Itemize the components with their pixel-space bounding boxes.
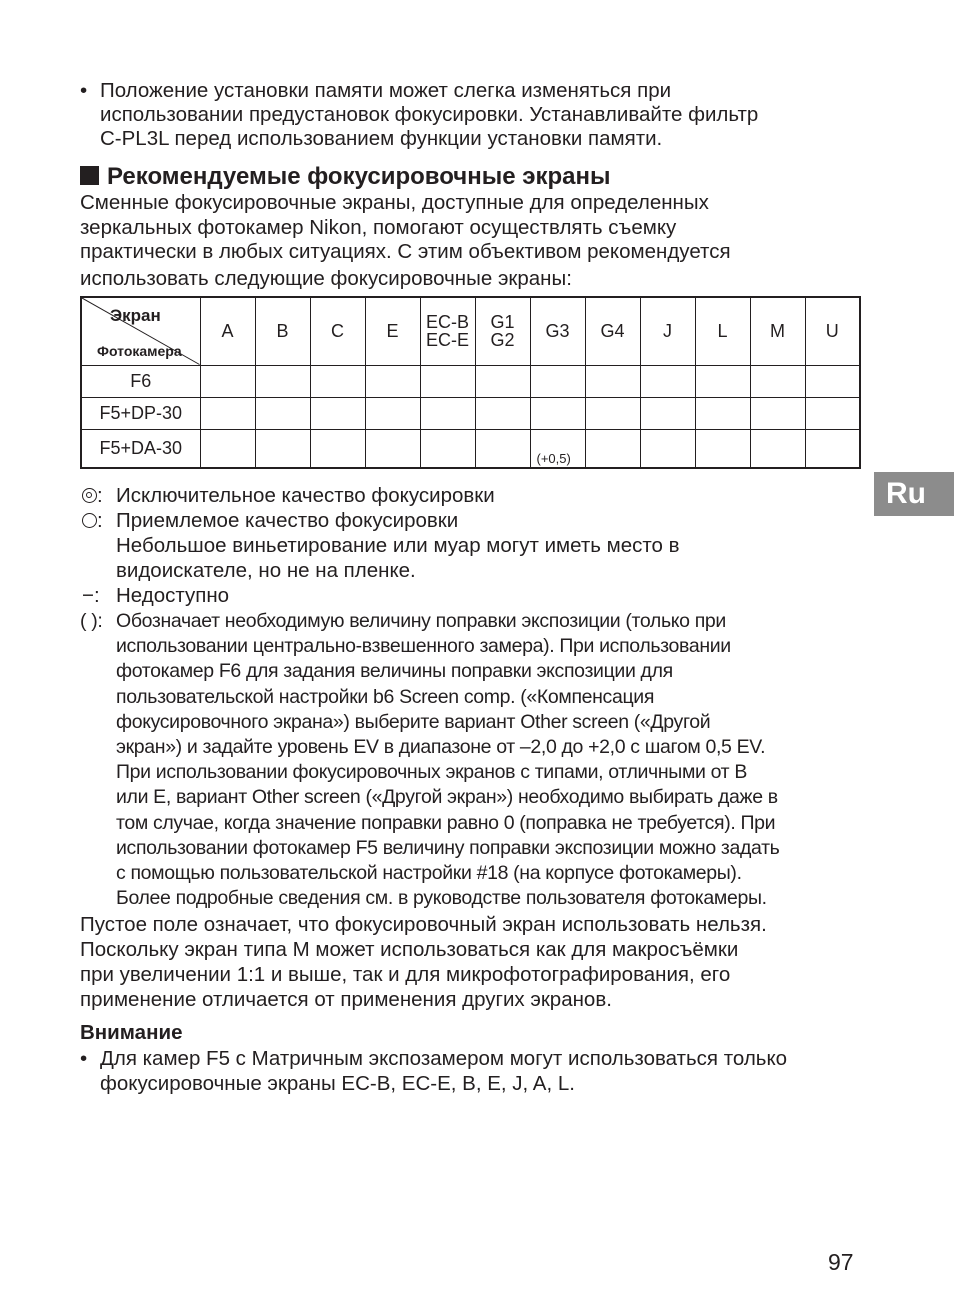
- parens-note-line: пользовательской настройки b6 Screen comp. («Компенсация: [116, 685, 655, 708]
- table-cell: [255, 429, 310, 468]
- corner-screen-label: Экран: [110, 306, 161, 325]
- legend-text: видоискателе, но не на пленке.: [116, 559, 416, 582]
- table-cell: [695, 429, 750, 468]
- column-header-e: E: [365, 297, 420, 365]
- page-number: 97: [828, 1249, 854, 1275]
- table-cell: [695, 365, 750, 397]
- column-header-b: B: [255, 297, 310, 365]
- parens-note-line: экран») и задайте уровень EV в диапазоне от –2,0 до +2,0 с шагом 0,5 EV.: [116, 736, 766, 759]
- dash-icon: −:: [82, 584, 100, 607]
- legend-text: Недоступно: [116, 584, 230, 607]
- section-intro-line: зеркальных фотокамер Nikon, помогают осуществлять съемку: [80, 215, 677, 239]
- bullet-symbol: •: [80, 1047, 88, 1070]
- column-header-ec: EC-B EC-E: [420, 297, 475, 365]
- table-cell: [585, 365, 640, 397]
- closing-paragraph: [80, 912, 870, 1012]
- intro-bullet-line: C-PL3L перед использованием функции установки памяти.: [100, 127, 663, 150]
- column-header-m: M: [750, 297, 805, 365]
- column-header-g3: G3: [530, 297, 585, 365]
- focusing-screens-table: [80, 296, 861, 469]
- table-cell: [310, 429, 365, 468]
- attention-title: Внимание: [80, 1021, 183, 1044]
- legend-text: Небольшое виньетирование или муар могут иметь место в: [116, 534, 680, 557]
- parens-note-line: использовании фотокамер F5 величину поправки экспозиции можно задать: [116, 836, 780, 859]
- table-cell: [365, 397, 420, 429]
- section-intro-line: использовать следующие фокусировочные экраны:: [80, 266, 572, 290]
- heading-square-icon: [80, 166, 99, 185]
- intro-bullet-line: Положение установки памяти может слегка изменяться при: [100, 79, 672, 102]
- legend-item-continued: [80, 558, 870, 583]
- circle-icon: [82, 513, 97, 528]
- column-header-g4: G4: [585, 297, 640, 365]
- parens-symbol: ( ):: [80, 610, 103, 632]
- table-cell: [420, 397, 475, 429]
- column-header-j: J: [640, 297, 695, 365]
- parens-note-line: использовании центрально-взвешенного замера). При использовании: [116, 635, 731, 658]
- table-cell: [805, 429, 860, 468]
- table-cell: [750, 397, 805, 429]
- compensation-note: (+0,5): [536, 451, 571, 466]
- parens-note-body: [80, 609, 870, 911]
- column-header-g1g2: G1 G2: [475, 297, 530, 365]
- table-cell: [420, 429, 475, 468]
- table-cell: [640, 429, 695, 468]
- attention-bullet: [80, 1046, 870, 1096]
- bullet-symbol: •: [80, 79, 88, 102]
- parens-note-line: с помощью пользовательской настройки #18 (на корпусе фотокамеры).: [116, 862, 742, 885]
- section-intro: [80, 191, 870, 291]
- attention-line: фокусировочные экраны EC-B, EC-E, B, E, J, A, L.: [100, 1072, 575, 1095]
- parens-note-line: том случае, когда значение поправки равно 0 (поправка не требуется). При: [116, 811, 776, 834]
- intro-bullet-line: использовании предустановок фокусировки. Устанавливайте фильтр: [100, 103, 759, 126]
- table-cell: [750, 429, 805, 468]
- closing-line: Поскольку экран типа M может использоваться как для макросъёмки: [80, 938, 739, 961]
- closing-line: Пустое поле означает, что фокусировочный экран использовать нельзя.: [80, 913, 767, 936]
- camera-cell: F5+DP-30: [81, 397, 200, 429]
- table-cell: [530, 397, 585, 429]
- table-cell: [420, 365, 475, 397]
- table-cell: [200, 397, 255, 429]
- parens-note-line: или E, вариант Other screen («Другой экран») необходимо выбирать даже в: [116, 786, 778, 809]
- legend-item: : Исключительное качество фокусировки: [80, 483, 870, 508]
- table-row: [81, 365, 860, 397]
- legend-item: [80, 583, 870, 608]
- column-header-u: U: [805, 297, 860, 365]
- parens-note-line: фокусировочного экрана») выберите вариант Other screen («Другой: [116, 710, 711, 733]
- column-header-l: L: [695, 297, 750, 365]
- parens-note: [80, 609, 870, 911]
- table-cell: [585, 397, 640, 429]
- table-row: [81, 429, 860, 468]
- language-tab: Ru: [874, 472, 954, 516]
- legend-text: Исключительное качество фокусировки: [116, 484, 495, 507]
- parens-note-line: Обозначает необходимую величину поправки экспозиции (только при: [116, 610, 726, 632]
- table-cell: [475, 397, 530, 429]
- table-cell: [640, 365, 695, 397]
- table-cell: [640, 397, 695, 429]
- column-header-c: C: [310, 297, 365, 365]
- legend-text: Приемлемое качество фокусировки: [116, 509, 459, 532]
- table-cell: [695, 397, 750, 429]
- table-cell: [530, 365, 585, 397]
- section-title: Рекомендуемые фокусировочные экраны: [107, 163, 611, 190]
- section-intro-line: практически в любых ситуациях. С этим объективом рекомендуется: [80, 240, 731, 263]
- column-header-a: A: [200, 297, 255, 365]
- table-cell: [475, 365, 530, 397]
- closing-line: применение отличается от применения других экранов.: [80, 988, 612, 1011]
- table-cell: [365, 365, 420, 397]
- table-header-row: [81, 297, 860, 365]
- table-cell: [365, 429, 420, 468]
- table-cell: [310, 397, 365, 429]
- table-cell: [200, 365, 255, 397]
- table-cell: [200, 429, 255, 468]
- camera-cell: F6: [81, 365, 200, 397]
- table-cell: [255, 365, 310, 397]
- camera-cell: F5+DA-30: [81, 429, 200, 468]
- attention-line: Для камер F5 с Матричным экспозамером могут использоваться только: [100, 1047, 788, 1070]
- table-cell: [750, 365, 805, 397]
- parens-note-line: При использовании фокусировочных экранов с типами, отличными от B: [116, 761, 747, 784]
- section-heading: [80, 163, 610, 191]
- table-row: [81, 397, 860, 429]
- table-cell: [805, 397, 860, 429]
- table-cell: [475, 429, 530, 468]
- table-cell: [255, 397, 310, 429]
- legend-item: : Приемлемое качество фокусировки: [80, 508, 870, 533]
- closing-line: при увеличении 1:1 и выше, так и для микрофотографирования, его: [80, 963, 731, 986]
- corner-camera-label: Фотокамера: [97, 342, 182, 359]
- table-cell-g3: [530, 429, 585, 468]
- table-cell: [805, 365, 860, 397]
- legend-item-continued: [80, 533, 870, 558]
- intro-bullet: [80, 79, 870, 151]
- parens-note-line: Более подробные сведения см. в руководстве пользователя фотокамеры.: [116, 887, 767, 910]
- table-cell: [585, 429, 640, 468]
- table-corner-cell: [81, 297, 200, 365]
- section-intro-line: Сменные фокусировочные экраны, доступные для определенных: [80, 191, 709, 214]
- table-cell: [310, 365, 365, 397]
- parens-note-line: фотокамер F6 для задания величины поправки экспозиции для: [116, 660, 673, 683]
- legend: [80, 483, 870, 608]
- double-circle-icon: [82, 488, 97, 503]
